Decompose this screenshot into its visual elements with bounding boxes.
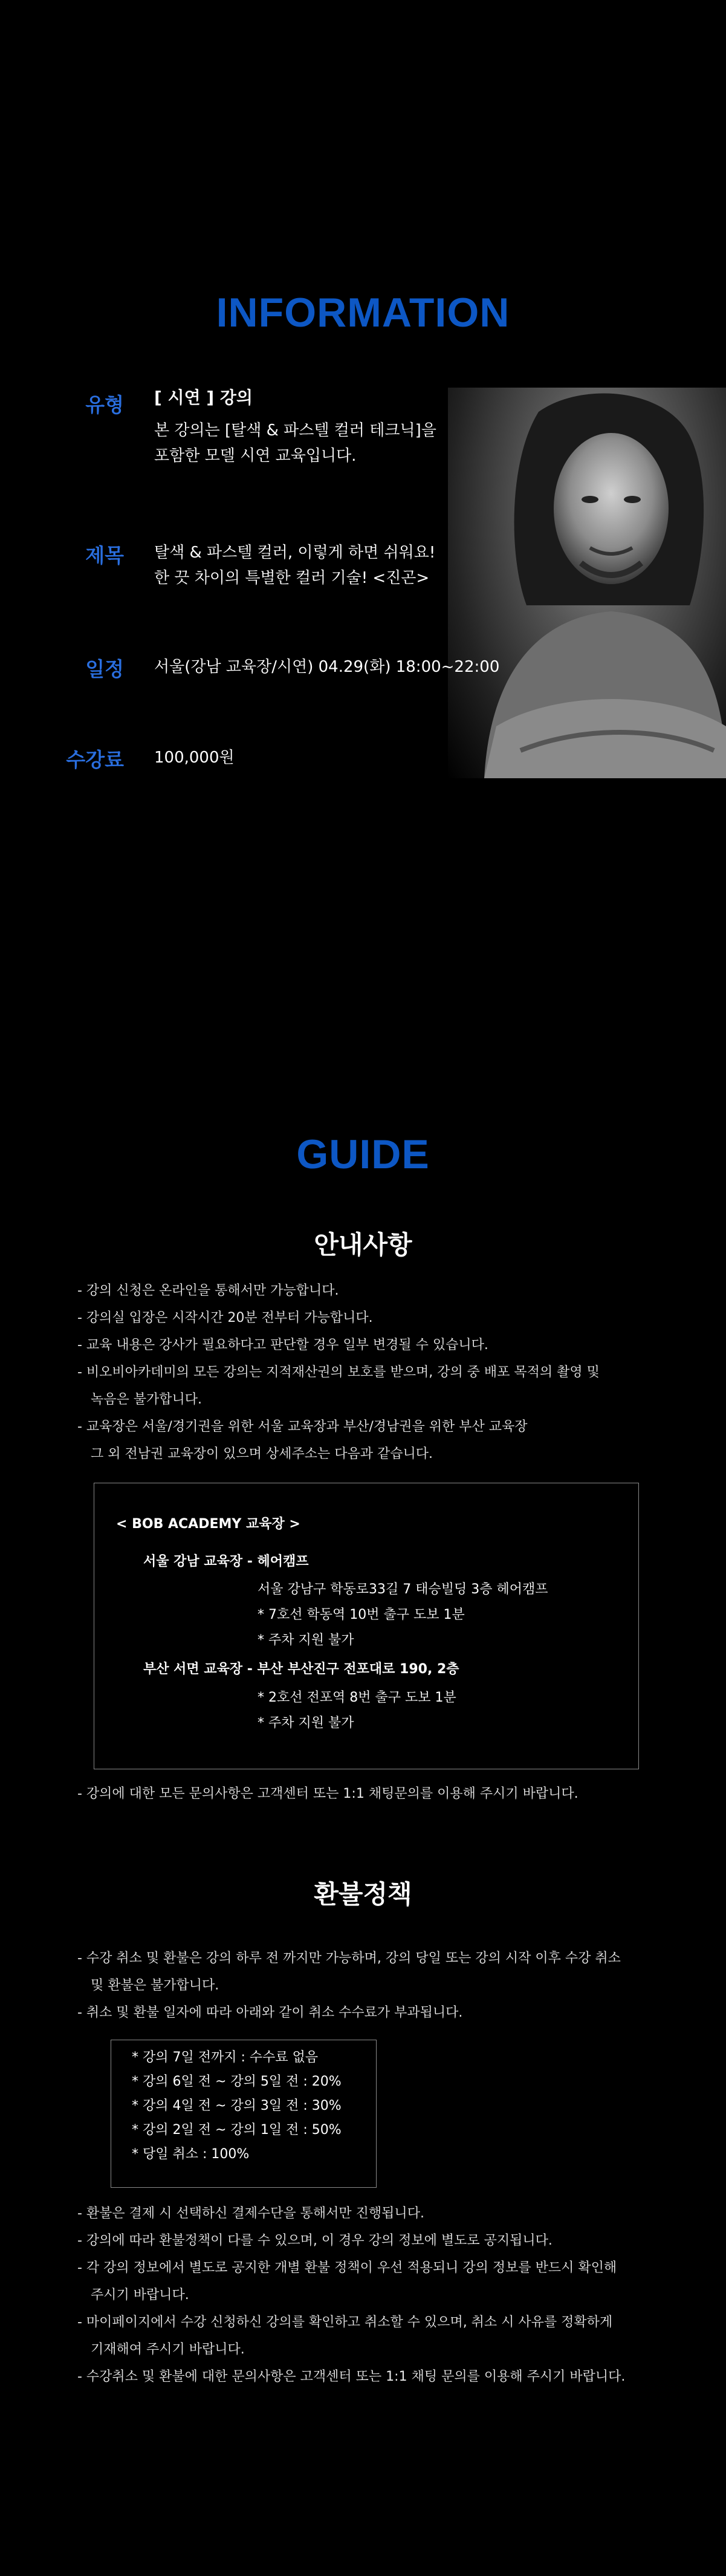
info-label-type: 유형 (85, 393, 124, 417)
academy-busan-line: * 2호선 전포역 8번 출구 도보 1분 (258, 1690, 456, 1705)
info-title-line-2: 한 끗 차이의 특별한 컬러 기술! <진곤> (154, 569, 430, 587)
notice-item: - 비오비아카데미의 모든 강의는 지적재산권의 보호를 받으며, 강의 중 배포 목적의 촬영 및 (77, 1365, 600, 1380)
refund-item: - 강의에 따라 환불정책이 다를 수 있으며, 이 경우 강의 정보에 별도로 공지됩니다. (77, 2233, 553, 2248)
notice-item: - 교육 내용은 강사가 필요하다고 판단할 경우 일부 변경될 수 있습니다. (77, 1338, 488, 1353)
notice-item: 녹음은 불가합니다. (91, 1392, 203, 1407)
fee-item: * 강의 4일 전 ~ 강의 3일 전 : 30% (132, 2098, 342, 2113)
academy-seoul-line: * 7호선 학동역 10번 출구 도보 1분 (258, 1607, 465, 1622)
refund-item: - 환불은 결제 시 선택하신 결제수단을 통해서만 진행됩니다. (77, 2206, 424, 2221)
info-type-desc-1: 본 강의는 [탈색 & 파스텔 컬러 테크닉]을 (154, 421, 436, 440)
notice-item: - 강의실 입장은 시작시간 20분 전부터 가능합니다. (77, 1310, 373, 1325)
notice-item: - 강의에 대한 모든 문의사항은 고객센터 또는 1:1 채팅문의를 이용해 주시기 바랍니다. (77, 1786, 579, 1801)
refund-item: 기재해여 주시기 바랍니다. (91, 2342, 245, 2357)
notice-after (77, 1780, 658, 1807)
notice-item: - 교육장은 서울/경기권을 위한 서울 교육장과 부산/경남권을 위한 부산 교육장 (77, 1419, 528, 1434)
notice-item: - 강의 신청은 온라인을 통해서만 가능합니다. (77, 1283, 339, 1298)
refund-item: - 각 강의 정보에서 별도로 공지한 개별 환불 정책이 우선 적용되니 강의 정보를 반드시 확인해 (77, 2260, 617, 2275)
refund-item: 및 환불은 불가합니다. (91, 1978, 219, 1993)
academy-title: < BOB ACADEMY 교육장 > (116, 1517, 300, 1532)
fee-item: * 당일 취소 : 100% (132, 2147, 250, 2162)
info-label-schedule: 일정 (85, 657, 124, 681)
info-type-desc-2: 포함한 모델 시연 교육입니다. (154, 447, 357, 465)
refund-item: - 취소 및 환불 일자에 따라 아래와 같이 취소 수수료가 부과됩니다. (77, 2005, 463, 2020)
refund-list-top (77, 1945, 658, 2026)
notice-title: 안내사항 (314, 1230, 412, 1260)
info-title-line-1: 탈색 & 파스텔 컬러, 이렇게 하면 쉬워요! (154, 544, 436, 562)
info-value-title (154, 540, 435, 591)
instructor-portrait (448, 388, 726, 778)
notice-list (77, 1277, 658, 1468)
refund-list-bottom (77, 2200, 658, 2390)
refund-title: 환불정책 (314, 1879, 412, 1909)
academy-seoul-line: * 주차 지원 불가 (258, 1633, 354, 1648)
fee-item: * 강의 7일 전까지 : 수수료 없음 (132, 2050, 319, 2065)
guide-heading: GUIDE (296, 1131, 430, 1177)
academy-busan-name: 부산 서면 교육장 - 부산 부산진구 전포대로 190, 2층 (143, 1662, 459, 1677)
refund-item: - 마이페이지에서 수강 신청하신 강의를 확인하고 취소할 수 있으며, 취소 시 사유를 정확하게 (77, 2315, 613, 2330)
academy-seoul-name: 서울 강남 교육장 - 헤어캠프 (143, 1554, 309, 1569)
fee-item: * 강의 2일 전 ~ 강의 1일 전 : 50% (132, 2122, 342, 2138)
refund-item: - 수강 취소 및 환불은 강의 하루 전 까지만 가능하며, 강의 당일 또는 강의 시작 이후 수강 취소 (77, 1951, 621, 1966)
fee-item: * 강의 6일 전 ~ 강의 5일 전 : 20% (132, 2074, 342, 2089)
info-type-line: [ 시연 ] 강의 (154, 388, 253, 408)
fee-list (132, 2046, 342, 2167)
info-label-fee: 수강료 (66, 748, 124, 772)
academy-seoul-line: 서울 강남구 학동로33길 7 태승빌딩 3층 헤어캠프 (258, 1582, 548, 1597)
academy-busan-details (258, 1685, 456, 1736)
information-heading: INFORMATION (216, 290, 510, 336)
academy-busan-line: * 주차 지원 불가 (258, 1716, 354, 1731)
refund-item: - 수강취소 및 환불에 대한 문의사항은 고객센터 또는 1:1 채팅 문의를 이용해 주시기 바랍니다. (77, 2369, 626, 2384)
info-value-type (154, 385, 436, 469)
academy-seoul-details (258, 1577, 548, 1653)
info-label-title: 제목 (85, 544, 124, 567)
info-value-schedule: 서울(강남 교육장/시연) 04.29(화) 18:00~22:00 (154, 658, 500, 676)
notice-item: 그 외 전남권 교육장이 있으며 상세주소는 다음과 같습니다. (91, 1446, 433, 1462)
refund-item: 주시기 바랍니다. (91, 2288, 189, 2303)
info-value-fee: 100,000원 (154, 749, 235, 767)
